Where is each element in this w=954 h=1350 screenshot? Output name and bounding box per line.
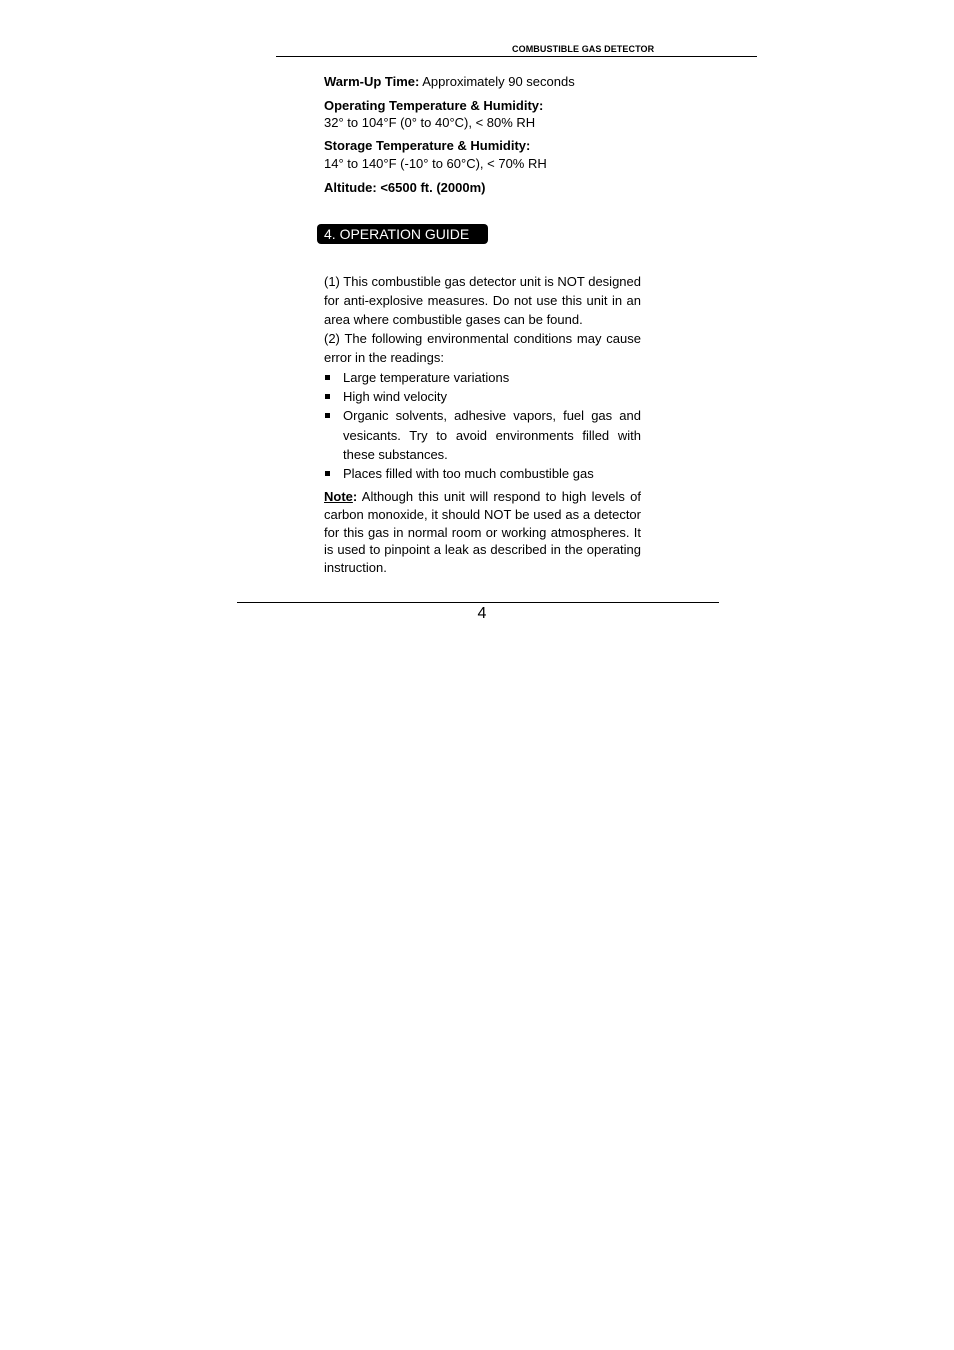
storage-spec-label: [324, 137, 530, 154]
conditions-list: [324, 368, 641, 483]
paragraph-anti-explosive: (1) This combustible gas detector unit is NOT designed for anti-explosive measures. Do not use this unit in an area where combustible gases can be found.: [324, 274, 641, 328]
section-heading-badge: 4. OPERATION GUIDE: [317, 224, 488, 244]
storage-spec-value: 14° to 140°F (-10° to 60°C), < 70% RH: [324, 156, 547, 171]
note-colon: :: [352, 489, 358, 504]
list-item: [324, 464, 641, 483]
list-item: [324, 387, 641, 406]
square-bullet-icon: [325, 471, 330, 476]
warmup-value: Approximately 90 seconds: [422, 74, 575, 89]
list-item-text: High wind velocity: [343, 389, 448, 405]
operating-spec-value: 32° to 104°F (0° to 40°C), < 80% RH: [324, 115, 536, 130]
list-item: [324, 406, 641, 464]
altitude-spec: [324, 179, 485, 196]
square-bullet-icon: [325, 394, 330, 399]
altitude-label: Altitude: <6500 ft. (2000m): [324, 180, 486, 195]
operating-label: Operating Temperature & Humidity:: [324, 98, 544, 113]
list-item: [324, 368, 641, 387]
header-divider: [276, 56, 757, 57]
note-paragraph: [324, 488, 641, 577]
square-bullet-icon: [325, 413, 330, 418]
paragraph-environmental-conditions: (2) The following environmental conditions may cause error in the readings:: [324, 331, 641, 366]
square-bullet-icon: [325, 375, 330, 380]
list-item-text: Places filled with too much combustible gas: [343, 466, 594, 482]
list-item-text: Organic solvents, adhesive vapors, fuel gas and vesicants. Try to avoid environments filled with these substances.: [343, 408, 641, 462]
operating-spec-label: [324, 97, 543, 114]
footer-divider: [237, 602, 719, 603]
note-label: Note: [324, 489, 353, 504]
running-header-title: COMBUSTIBLE GAS DETECTOR: [512, 44, 655, 54]
note-text: Although this unit will respond to high levels of carbon monoxide, it should NOT be used as a detector for this gas in normal room or working atmospheres. It is used to pinpoint a leak as described in the operating instruction.: [324, 489, 641, 576]
page-number: 4: [477, 605, 487, 622]
storage-label: Storage Temperature & Humidity:: [324, 138, 531, 153]
warmup-spec: [324, 73, 575, 90]
list-item-text: Large temperature variations: [343, 370, 510, 385]
warmup-label: Warm-Up Time:: [324, 74, 420, 89]
